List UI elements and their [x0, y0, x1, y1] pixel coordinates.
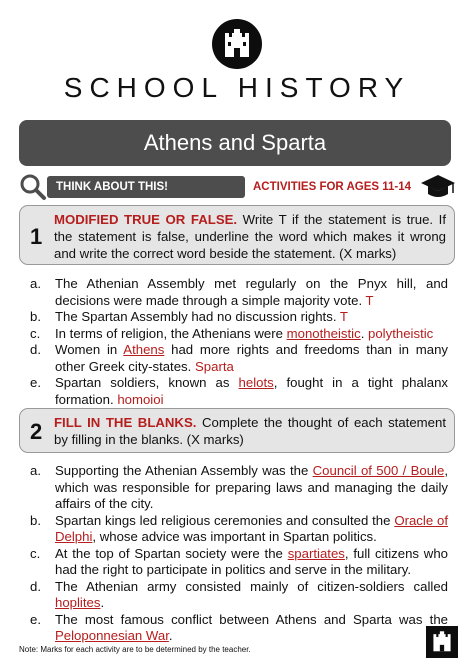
- answer-text: T: [339, 309, 348, 324]
- answer-text: polytheistic: [368, 325, 434, 341]
- section-heading: FILL IN THE BLANKS.: [54, 415, 197, 430]
- true-false-list: [22, 276, 448, 408]
- underlined-word: Oracle of Delphi: [55, 512, 448, 544]
- think-about-this-label: THINK ABOUT THIS!: [47, 176, 245, 198]
- underlined-word: Council of 500 / Boule: [312, 463, 445, 478]
- item-letter: a.: [30, 276, 41, 291]
- fill-blanks-list: [22, 463, 448, 645]
- section-1-instructions: [19, 205, 455, 265]
- item-letter: d.: [30, 342, 41, 357]
- section-instruction-text: [54, 211, 446, 262]
- item-text-end: .: [168, 628, 173, 643]
- section-number: 1: [30, 224, 43, 249]
- list-item: [22, 342, 448, 375]
- item-letter: a.: [30, 463, 41, 478]
- item-letter: e.: [30, 611, 41, 627]
- answer-text: T: [365, 292, 374, 308]
- footer-note: Note: Marks for each activity are to be determined by the teacher.: [19, 645, 251, 654]
- graduation-cap-icon: [420, 173, 456, 201]
- page-title: Athens and Sparta: [19, 120, 451, 166]
- list-item: [22, 546, 448, 579]
- castle-icon: [432, 631, 452, 653]
- item-text: Supporting the Athenian Assembly was the: [55, 463, 313, 478]
- section-heading: MODIFIED TRUE OR FALSE.: [54, 212, 238, 227]
- item-text: The Spartan Assembly had no discussion rights.: [55, 309, 340, 324]
- item-text-end: .: [360, 325, 369, 341]
- section-instruction: Write T if the statement is true. If the statement is false, underline the word which makes it wrong and write the correct word beside the statement. (X marks): [54, 212, 446, 261]
- item-text: The Athenian Assembly met regularly on the Pnyx hill, and decisions were made through a simple majority vote.: [55, 276, 448, 308]
- item-text-end: .: [100, 595, 105, 610]
- item-letter: c.: [30, 325, 41, 341]
- list-item: [22, 513, 448, 546]
- item-letter: d.: [30, 578, 41, 594]
- activities-age-label: ACTIVITIES FOR AGES 11-14: [253, 181, 412, 193]
- underlined-word: hoplites: [55, 595, 101, 610]
- answer-text: Sparta: [194, 358, 234, 374]
- item-text-end: , fought in a tight phalanx formation.: [55, 375, 449, 407]
- answer-text: homoioi: [117, 391, 164, 407]
- item-text: The most famous conflict between Athens and Sparta was the: [55, 611, 448, 627]
- magnifier-icon: [19, 173, 47, 201]
- item-letter: c.: [30, 545, 41, 561]
- footer-logo: [426, 626, 458, 658]
- section-number: 2: [30, 419, 43, 444]
- item-text: In terms of religion, the Athenians were: [55, 325, 287, 341]
- underlined-word: Athens: [123, 342, 165, 357]
- item-text: Spartan kings led religious ceremonies and consulted the: [55, 512, 395, 528]
- item-text-end: had more rights and freedoms than in many other Greek city-states.: [55, 342, 449, 374]
- list-item: [22, 276, 448, 309]
- item-letter: b.: [30, 309, 41, 324]
- underlined-word: helots: [238, 375, 274, 390]
- item-text-end: , whose advice was important in Spartan politics.: [92, 529, 377, 544]
- list-item: [22, 463, 448, 513]
- list-item: [22, 326, 448, 343]
- item-text: Spartan soldiers, known as: [55, 375, 239, 390]
- item-letter: e.: [30, 375, 41, 390]
- underlined-word: monotheistic: [286, 325, 361, 341]
- section-instruction: Complete the thought of each statement by filling in the blanks. (X marks): [54, 415, 446, 447]
- castle-icon: [223, 29, 251, 59]
- list-item: [22, 579, 448, 612]
- item-letter: b.: [30, 512, 41, 528]
- item-text: The Athenian army consisted mainly of citizen-soldiers called: [55, 578, 448, 594]
- item-text-end: , full citizens who had the right to participate in politics and serve in the military.: [55, 545, 448, 577]
- list-item: [22, 612, 448, 645]
- think-row: [19, 173, 456, 201]
- brand-title: SCHOOL HISTORY: [63, 72, 411, 103]
- list-item: [22, 375, 448, 408]
- section-instruction-text: [54, 414, 446, 448]
- item-text: Women in: [55, 342, 124, 357]
- item-text: At the top of Spartan society were the: [55, 545, 288, 561]
- list-item: [22, 309, 448, 326]
- underlined-word: spartiates: [287, 545, 345, 561]
- school-history-logo: [212, 19, 262, 69]
- item-text-end: , which was responsible for preparing laws and managing the daily affairs of the city.: [55, 463, 448, 511]
- section-2-instructions: [19, 408, 455, 453]
- underlined-word: Peloponnesian War: [55, 628, 169, 643]
